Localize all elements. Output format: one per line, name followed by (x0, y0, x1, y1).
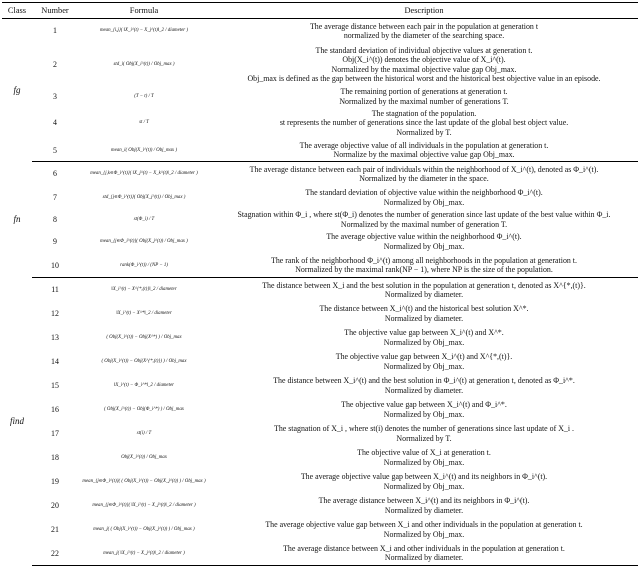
description-line: The distance between X_i^(t) and the best solution in Φ_i^(t) at generation t, denoted as Φ_i^*. (273, 376, 575, 386)
number-cell: 13 (51, 332, 59, 342)
description-cell (210, 302, 638, 326)
number-cell: 9 (53, 236, 57, 246)
description-cell (210, 398, 638, 422)
description-line: The average objective value gap between X_i and other individuals in the population at generation t. (265, 520, 583, 530)
formula-cell: mean_j( ‖X_i^(t) − X_j^(t)‖_2 / diameter ) (78, 542, 210, 566)
description-line: Stagnation within Φ_i , where st(Φ_i) denotes the number of generation since last update of the best value within Φ_i. (237, 210, 611, 220)
description-line: The average objective value gap between X_i^(t) and its neighbors in Φ_i^(t). (300, 472, 548, 482)
description-line: Normalized by Obj_max. (383, 481, 465, 491)
description-line: The average distance between X_i^(t) and its neighbors in Φ_i^(t). (318, 496, 530, 506)
description-line: The distance between X_i and the best solution in the population at generation t, denoted as X^{*,(t)}. (262, 280, 586, 290)
description-cell (210, 254, 638, 278)
number-cell: 12 (51, 308, 59, 318)
table-row (2, 140, 638, 162)
description-line: The average objective value of all individuals in the population at generation t. (299, 141, 549, 151)
description-cell (210, 162, 638, 186)
number-cell: 11 (51, 285, 59, 295)
description-line: Normalized by the maximal objective value gap Obj_max. (331, 64, 517, 74)
description-line: The remaining portion of generations at generation t. (340, 87, 508, 97)
number-cell: 10 (32, 254, 78, 278)
feature-table (2, 2, 638, 566)
formula-cell: mean_{i,j}( ‖X_i^(t) − X_j^(t)‖_2 / diameter ) (99, 28, 189, 34)
table-row (2, 398, 638, 422)
description-line: The stagnation of X_i , where st(i) denotes the number of generations since last update of X_i . (274, 424, 574, 434)
number-cell: 18 (51, 452, 59, 462)
description-cell (210, 140, 638, 162)
description-cell (210, 107, 638, 140)
description-cell (210, 446, 638, 470)
description-line: Normalized by the maximal number of generations T. (339, 96, 509, 106)
number-cell: 15 (51, 380, 59, 390)
formula-cell: mean_{j∈Φ_i^(t)}( ‖X_i^(t) − X_j^(t)‖_2 / diameter ) (92, 502, 196, 508)
description-line: The average distance between each pair in the population at generation t (309, 21, 539, 31)
table-row (2, 230, 638, 254)
number-cell: 7 (53, 192, 57, 202)
header-formula: Formula (78, 3, 210, 19)
description-line: The average objective value within the neighborhood Φ_i^(t). (326, 232, 522, 242)
description-line: Normalized by diameter. (384, 313, 464, 323)
description-line: The objective value of X_i at generation t. (357, 448, 491, 458)
description-cell (210, 494, 638, 518)
description-line: Normalized by the maximal rank(NP − 1), where NP is the size of the population. (295, 265, 553, 275)
table-row (2, 326, 638, 350)
formula-cell: mean_{j∈Φ_i^(t)}( ( Obj(X_i^(t)) − Obj(X_j^(t)) ) / Obj_max ) (82, 478, 206, 484)
description-cell (210, 186, 638, 210)
description-cell (210, 374, 638, 398)
description-line: Normalized by T. (396, 127, 452, 137)
table-row (2, 446, 638, 470)
table-row (2, 162, 638, 186)
formula-cell: std_i( Obj(X_i^(t)) / Obj_max ) (113, 61, 175, 67)
formula-cell: st / T (139, 120, 149, 126)
table-row (2, 210, 638, 230)
formula-cell: mean_{j∈Φ_i^(t)}( Obj(X_j^(t)) / Obj_max ) (100, 238, 188, 244)
table-row (2, 186, 638, 210)
table-row (2, 107, 638, 140)
description-line: Normalized by Obj_max. (383, 457, 465, 467)
table-row (2, 374, 638, 398)
class-cell: fn (13, 213, 21, 224)
description-line: Normalized by Obj_max. (383, 409, 465, 419)
number-cell: 14 (51, 356, 59, 366)
formula-cell: ( Obj(X_i^(t)) − Obj(X^{*,(t)}) ) / Obj_max (101, 358, 187, 364)
table-row (2, 350, 638, 374)
table-row (2, 422, 638, 446)
description-line: Normalized by Obj_max. (383, 337, 465, 347)
description-cell (210, 326, 638, 350)
description-cell (210, 43, 638, 87)
description-line: Obj(X_i^(t)) denotes the objective value of X_i^(t). (342, 55, 506, 65)
formula-cell: mean_i( Obj(X_i^(t)) / Obj_max ) (78, 140, 210, 162)
formula-cell: Obj(X_i^(t)) / Obj_max (121, 454, 167, 460)
table-row (2, 87, 638, 107)
header-class: Class (2, 3, 32, 19)
description-cell (210, 19, 638, 43)
formula-cell: ( Obj(X_i^(t)) − Obj(X^*) ) / Obj_max (106, 334, 182, 340)
description-cell (210, 278, 638, 302)
description-line: Normalized by the diameter in the space. (359, 173, 489, 183)
formula-cell: rank(Φ_i^(t)) / (NP − 1) (78, 254, 210, 278)
header-number: Number (32, 3, 78, 19)
description-line: Normalized by diameter. (384, 289, 464, 299)
description-line: The distance between X_i^(t) and the historical best solution X^*. (319, 304, 529, 314)
description-line: The rank of the neighborhood Φ_i^(t) among all neighborhoods in the population at generation t. (271, 256, 577, 266)
description-line: Obj_max is defined as the gap between the historical worst and the historical best objective value in an episode. (247, 73, 601, 83)
header-description: Description (210, 3, 638, 19)
formula-cell: ‖X_i^(t) − X^{*,(t)}‖_2 / diameter (111, 287, 177, 293)
number-cell: 3 (53, 91, 57, 101)
description-cell (210, 518, 638, 542)
description-cell (210, 350, 638, 374)
table-header-row (2, 3, 638, 19)
description-line: The objective value gap between X_i^(t) and Φ_i^*. (341, 400, 507, 410)
description-line: The standard deviation of individual objective values at generation t. (315, 46, 533, 56)
number-cell: 4 (53, 118, 57, 128)
description-line: The average distance between each pair of individuals within the neighborhood of X_i^(t), denoted as Φ_i^(t). (249, 164, 599, 174)
description-line: Normalized by diameter. (384, 553, 464, 563)
description-line: Normalized by T. (396, 433, 452, 443)
formula-cell: st(Φ_i) / T (133, 216, 155, 222)
formula-cell: std_{j∈Φ_i^(t)}( Obj(X_j^(t)) / Obj_max ) (102, 194, 186, 200)
formula-cell: st(i) / T (136, 430, 152, 436)
number-cell: 22 (32, 542, 78, 566)
formula-cell: ( Obj(X_i^(t)) − Obj(Φ_i^*) ) / Obj_max (104, 406, 184, 412)
number-cell: 6 (53, 169, 57, 179)
table-row (2, 19, 638, 43)
description-cell (210, 422, 638, 446)
table-row (2, 43, 638, 87)
description-line: Normalized by Obj_max. (383, 197, 465, 207)
description-line: The objective value gap between X_i^(t) and X^*. (344, 328, 504, 338)
table-row (2, 518, 638, 542)
formula-cell: mean_{j,k∈Φ_i^(t)}( ‖X_j^(t) − X_k^(t)‖_2 / diameter ) (90, 171, 198, 177)
description-line: Normalized by Obj_max. (383, 529, 465, 539)
description-line: The standard deviation of objective value within the neighborhood Φ_i^(t). (305, 188, 543, 198)
table-row (2, 542, 638, 566)
description-line: Normalized by Obj_max. (383, 241, 465, 251)
class-cell: fg (13, 84, 21, 95)
formula-cell: ‖X_i^(t) − X^*‖_2 / diameter (116, 310, 172, 316)
description-line: Normalize by the maximal objective value gap Obj_max. (333, 150, 515, 160)
description-line: Normalized by diameter. (384, 385, 464, 395)
description-line: Normalized by Obj_max. (383, 361, 465, 371)
description-line: The stagnation of the population. (371, 109, 477, 119)
description-cell (210, 87, 638, 107)
number-cell: 2 (53, 59, 57, 69)
formula-cell: ‖X_i^(t) − Φ_i^*‖_2 / diameter (113, 382, 175, 388)
description-line: st represents the number of generations since the last update of the global best object value. (279, 118, 569, 128)
table-body (2, 19, 638, 566)
description-line: Normalized by the maximal number of generation T. (340, 219, 508, 229)
description-line: The objective value gap between X_i^(t) and X^{*,(t)}. (335, 352, 513, 362)
class-cell: find (9, 415, 24, 426)
number-cell: 17 (51, 428, 59, 438)
description-cell (210, 230, 638, 254)
description-line: The average distance between X_i and other individuals in the population at generation t. (283, 544, 565, 554)
description-cell (210, 542, 638, 566)
number-cell: 21 (51, 524, 59, 534)
number-cell: 19 (51, 476, 59, 486)
table-row (2, 470, 638, 494)
table-row (2, 494, 638, 518)
table-row (2, 302, 638, 326)
number-cell: 1 (53, 26, 57, 36)
description-cell (210, 210, 638, 230)
formula-cell: (T − t) / T (134, 93, 154, 99)
number-cell: 20 (51, 500, 59, 510)
description-cell (210, 470, 638, 494)
table-row (2, 254, 638, 278)
table-row (2, 278, 638, 302)
number-cell: 5 (32, 140, 78, 162)
formula-cell: mean_j( ( Obj(X_i^(t)) − Obj(X_j^(t)) ) / Obj_max ) (93, 526, 195, 532)
description-line: Normalized by diameter. (384, 505, 464, 515)
number-cell: 16 (51, 404, 59, 414)
description-line: normalized by the diameter of the searching space. (343, 30, 505, 40)
number-cell: 8 (53, 214, 57, 224)
